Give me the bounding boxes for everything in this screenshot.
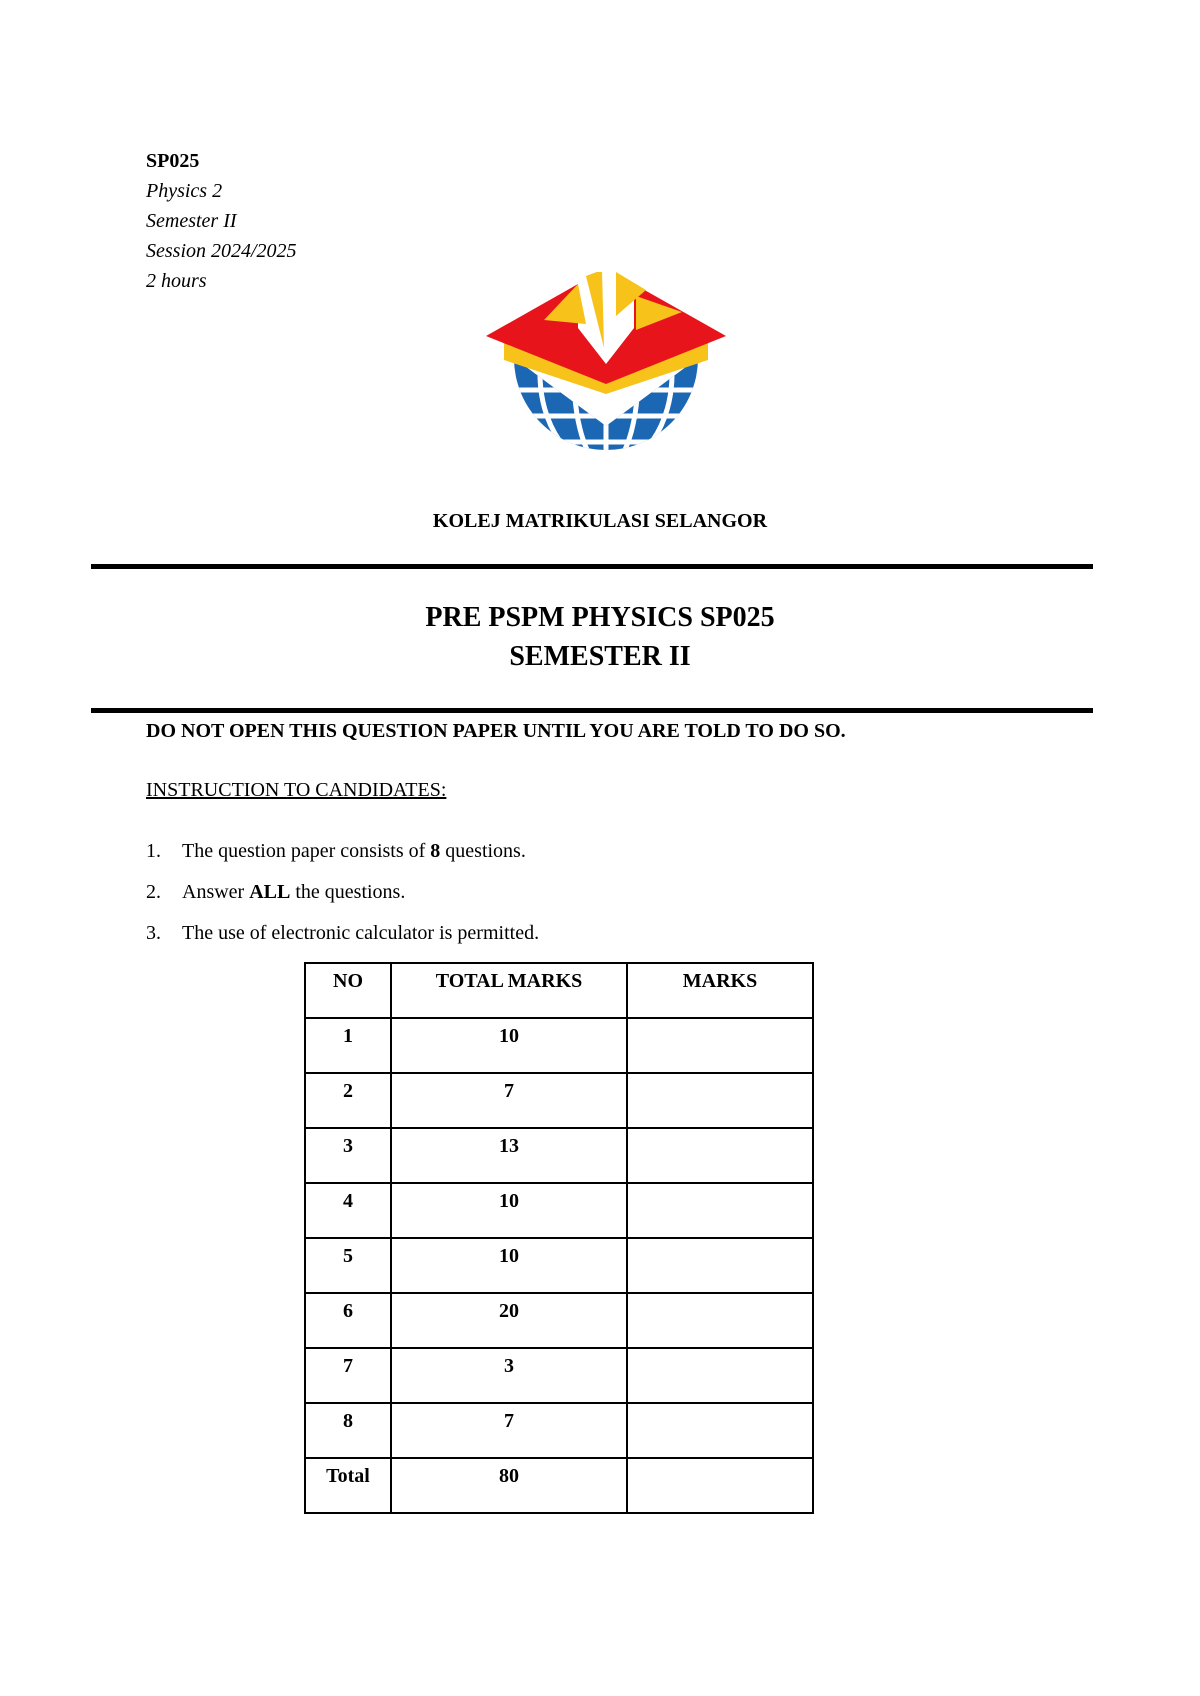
- list-item: 1. The question paper consists of 8 questions.: [146, 840, 526, 862]
- table-row: 5 10: [305, 1238, 813, 1293]
- marks-cell: [627, 1458, 813, 1513]
- semester: Semester II: [146, 210, 237, 232]
- subject: Physics 2: [146, 180, 223, 202]
- marks-cell: [627, 1293, 813, 1348]
- exam-title: [0, 598, 1200, 676]
- bottom-divider: [91, 708, 1093, 713]
- instructions-list: [146, 840, 539, 963]
- top-divider: [91, 564, 1093, 569]
- table-row: 8 7: [305, 1403, 813, 1458]
- header-marks: MARKS: [627, 963, 813, 1018]
- table-row: 1 10: [305, 1018, 813, 1073]
- table-header-row: [305, 963, 813, 1018]
- marks-cell: [627, 1073, 813, 1128]
- marks-cell: [627, 1128, 813, 1183]
- session: Session 2024/2025: [146, 240, 297, 262]
- marks-cell: [627, 1238, 813, 1293]
- table-row: 7 3: [305, 1348, 813, 1403]
- course-header: [146, 146, 297, 296]
- marks-cell: [627, 1183, 813, 1238]
- instructions-heading: INSTRUCTION TO CANDIDATES:: [146, 779, 447, 801]
- exam-title-line2: SEMESTER II: [509, 641, 691, 672]
- course-code: SP025: [146, 150, 200, 172]
- table-row: 3 13: [305, 1128, 813, 1183]
- table-row: 4 10: [305, 1183, 813, 1238]
- exam-title-line1: PRE PSPM PHYSICS SP025: [425, 602, 775, 633]
- list-item: 2. Answer ALL the questions.: [146, 881, 406, 903]
- list-item: 3. The use of electronic calculator is permitted.: [146, 922, 540, 944]
- marks-cell: [627, 1348, 813, 1403]
- table-row: 2 7: [305, 1073, 813, 1128]
- college-name: KOLEJ MATRIKULASI SELANGOR: [432, 510, 768, 532]
- table-total-row: Total 80: [305, 1458, 813, 1513]
- header-no: NO: [305, 963, 391, 1018]
- marks-table: [304, 962, 814, 1514]
- duration: 2 hours: [146, 270, 207, 292]
- warning-text: DO NOT OPEN THIS QUESTION PAPER UNTIL YOU ARE TOLD TO DO SO.: [146, 720, 846, 742]
- table-row: 6 20: [305, 1293, 813, 1348]
- header-total-marks: TOTAL MARKS: [391, 963, 627, 1018]
- kolej-matrikulasi-logo-icon: [486, 272, 726, 478]
- marks-cell: [627, 1403, 813, 1458]
- marks-cell: [627, 1018, 813, 1073]
